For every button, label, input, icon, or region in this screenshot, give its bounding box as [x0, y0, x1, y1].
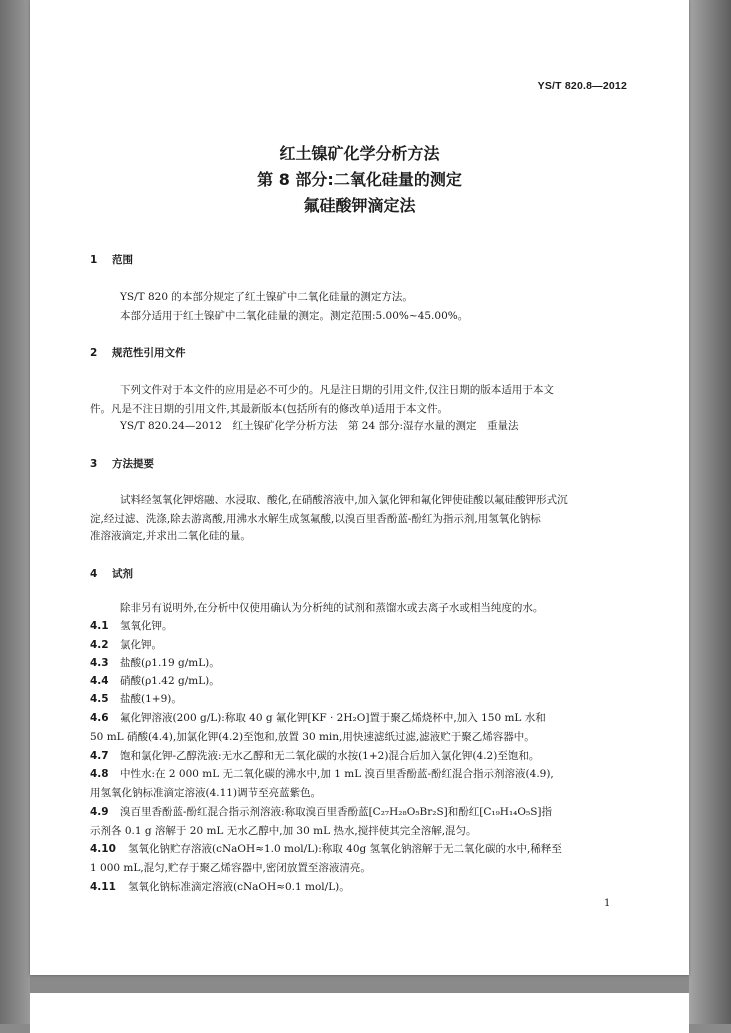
document-page — [30, 0, 689, 975]
viewer-left-margin — [0, 0, 30, 1024]
list-item: 4.1 氢氧化钾。 — [90, 620, 173, 632]
list-item-continuation: 示剂各 0.1 g 溶解于 20 mL 无水乙醇中,加 30 mL 热水,搅拌使其完全溶解,混匀。 — [90, 825, 477, 837]
section-heading-scope: 1 范围 — [90, 254, 133, 266]
paragraph: 本部分适用于红土镍矿中二氧化硅量的测定。测定范围:5.00%~45.00%。 — [120, 310, 469, 322]
paragraph: YS/T 820 的本部分规定了红土镍矿中二氧化硅量的测定方法。 — [120, 291, 413, 303]
page-number: 1 — [604, 898, 611, 909]
list-item: 4.6 氟化钾溶液(200 g/L):称取 40 g 氟化钾[KF · 2H₂O]置于聚乙烯烧杯中,加入 150 mL 水和 — [90, 712, 546, 724]
paragraph: 下列文件对于本文件的应用是必不可少的。凡是注日期的引用文件,仅注日期的版本适用于本文 — [120, 384, 554, 396]
paragraph: 淀,经过滤、洗涤,除去游离酸,用沸水水解生成氢氟酸,以溴百里香酚蓝-酚红为指示剂,用氢氧化钠标 — [90, 513, 541, 525]
viewer-right-margin — [689, 0, 731, 1024]
list-item: 4.4 硝酸(ρ1.42 g/mL)。 — [90, 675, 220, 687]
list-item: 4.3 盐酸(ρ1.19 g/mL)。 — [90, 657, 220, 669]
paragraph: 准溶液滴定,并求出二氧化硅的量。 — [90, 530, 251, 542]
standard-code: YS/T 820.8—2012 — [537, 80, 627, 92]
section-heading-reagents: 4 试剂 — [90, 568, 133, 580]
list-item: 4.5 盐酸(1+9)。 — [90, 693, 182, 705]
title-part: 第 8 部分:二氧化硅量的测定 — [257, 170, 462, 189]
section-heading-principle: 3 方法提要 — [90, 458, 154, 470]
list-item: 4.2 氯化钾。 — [90, 639, 162, 651]
paragraph: 除非另有说明外,在分析中仅使用确认为分析纯的试剂和蒸馏水或去离子水或相当纯度的水。 — [120, 602, 544, 614]
list-item: 4.11 氢氧化钠标准滴定溶液(cNaOH≈0.1 mol/L)。 — [90, 881, 350, 893]
list-item-continuation: 50 mL 硝酸(4.4),加氯化钾(4.2)至饱和,放置 30 min,用快速滤纸过滤,滤液贮于聚乙烯容器中。 — [90, 731, 535, 743]
title-method: 氟硅酸钾滴定法 — [303, 196, 416, 215]
paragraph: 试料经氢氧化钾熔融、水浸取、酸化,在硝酸溶液中,加入氯化钾和氟化钾使硅酸以氟硅酸钾形式沉 — [120, 494, 568, 506]
section-heading-references: 2 规范性引用文件 — [90, 347, 186, 359]
list-item-continuation: 1 000 mL,混匀,贮存于聚乙烯容器中,密闭放置至溶液清亮。 — [90, 862, 371, 874]
title-main: 红土镍矿化学分析方法 — [279, 144, 440, 163]
list-item: 4.10 氢氧化钠贮存溶液(cNaOH≈1.0 mol/L):称取 40g 氢氧化钠溶解于无二氧化碳的水中,稀释至 — [90, 843, 562, 855]
paragraph: 件。凡是不注日期的引用文件,其最新版本(包括所有的修改单)适用于本文件。 — [90, 403, 449, 415]
list-item: 4.7 饱和氯化钾-乙醇洗液:无水乙醇和无二氧化碳的水按(1+2)混合后加入氯化钾(4.2)至饱和。 — [90, 750, 540, 762]
list-item: 4.8 中性水:在 2 000 mL 无二氧化碳的沸水中,加 1 mL 溴百里香酚蓝-酚红混合指示剂溶液(4.9), — [90, 768, 554, 780]
next-page-edge — [30, 993, 689, 1033]
list-item: 4.9 溴百里香酚蓝-酚红混合指示剂溶液:称取溴百里香酚蓝[C₂₇H₂₈O₅Br₂S]和酚红[C₁₉H₁₄O₅S]指 — [90, 806, 552, 818]
reference-entry: YS/T 820.24—2012 红土镍矿化学分析方法 第 24 部分:湿存水量的测定 重量法 — [120, 420, 519, 432]
list-item-continuation: 用氢氧化钠标准滴定溶液(4.11)调节至亮蓝紫色。 — [90, 787, 322, 799]
